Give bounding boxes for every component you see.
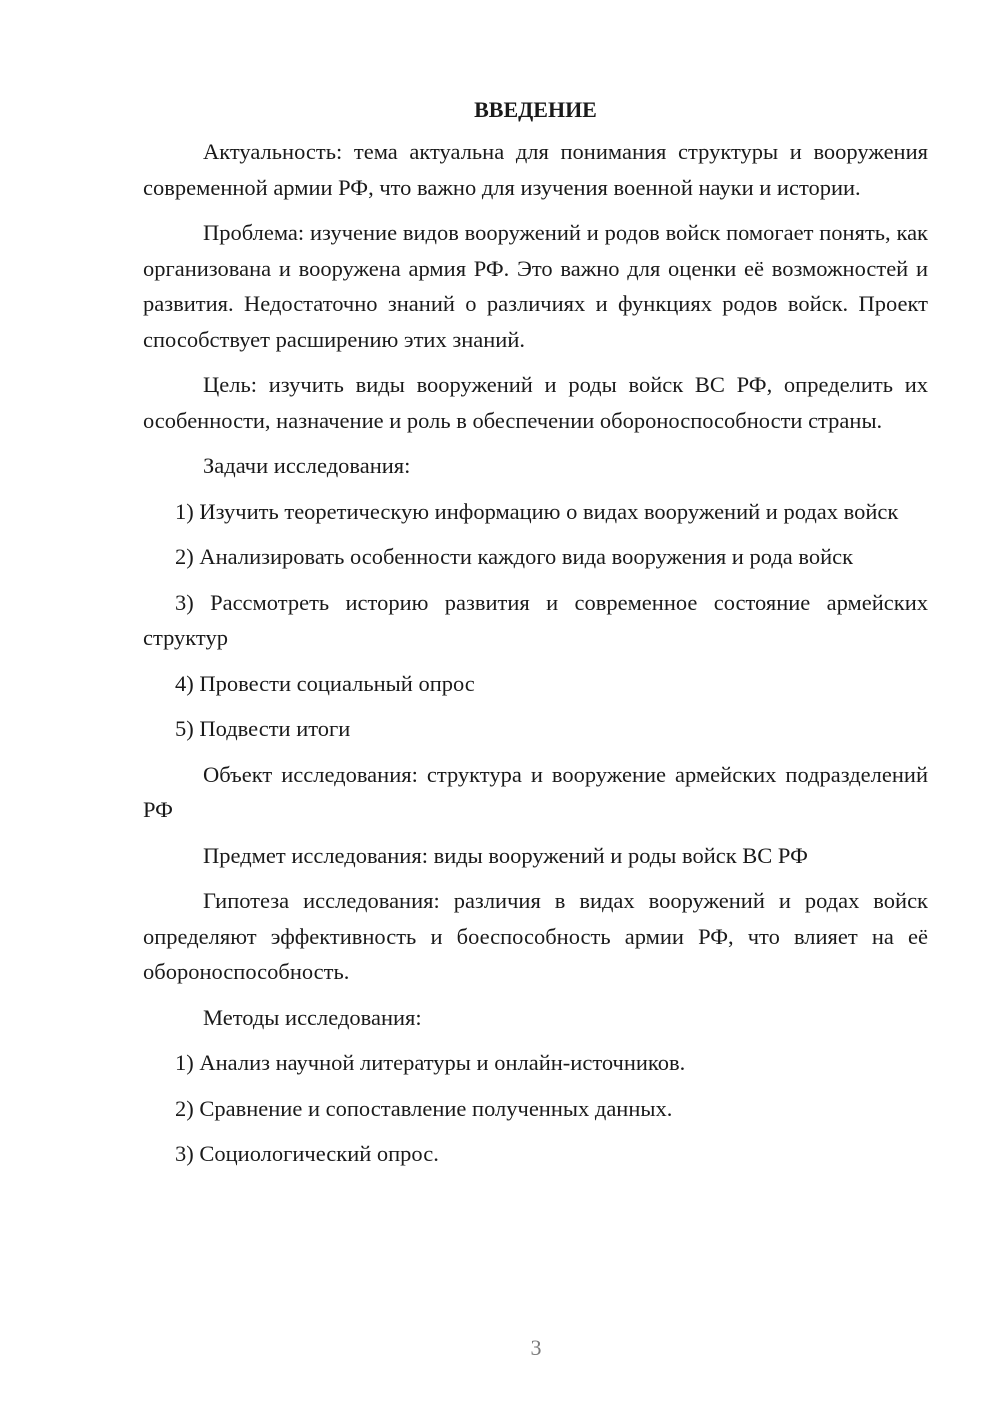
relevance-paragraph: Актуальность: тема актуальна для понимания структуры и вооружения современной армии РФ, что важно для изучения военной науки и истории.	[143, 139, 928, 200]
problem-paragraph: Проблема: изучение видов вооружений и родов войск помогает понять, как организована и вооружена армия РФ. Это важно для оценки её возможностей и развития. Недостаточно знаний о различиях и функциях родов войск. Проект способствует расширению этих знаний.	[143, 220, 928, 352]
task-item-1: 1) Изучить теоретическую информацию о видах вооружений и родах войск	[175, 498, 899, 524]
section-title: ВВЕДЕНИЕ	[474, 97, 597, 122]
goal-paragraph: Цель: изучить виды вооружений и роды войск ВС РФ, определить их особенности, назначение и роль в обеспечении обороноспособности страны.	[143, 372, 928, 433]
task-item-2: 2) Анализировать особенности каждого вида вооружения и рода войск	[175, 544, 854, 569]
task-item-3: 3) Рассмотреть историю развития и современное состояние армейских структур	[143, 589, 928, 650]
method-item-1: 1) Анализ научной литературы и онлайн-источников.	[175, 1050, 686, 1075]
page-content	[143, 94, 928, 1182]
method-item-2: 2) Сравнение и сопоставление полученных данных.	[175, 1095, 673, 1121]
hypothesis-paragraph: Гипотеза исследования: различия в видах вооружений и родах войск определяют эффективность и боеспособность армии РФ, что влияет на её обороноспособность.	[143, 888, 928, 984]
task-item-4: 4) Провести социальный опрос	[175, 670, 475, 696]
page-number: 3	[530, 1335, 542, 1360]
tasks-heading: Задачи исследования:	[203, 453, 411, 478]
subject-paragraph: Предмет исследования: виды вооружений и роды войск ВС РФ	[203, 842, 808, 868]
method-item-3: 3) Социологический опрос.	[175, 1141, 439, 1166]
methods-heading: Методы исследования:	[203, 1004, 422, 1030]
task-item-5: 5) Подвести итоги	[175, 716, 351, 741]
object-paragraph: Объект исследования: структура и вооружение армейских подразделений РФ	[143, 761, 928, 822]
